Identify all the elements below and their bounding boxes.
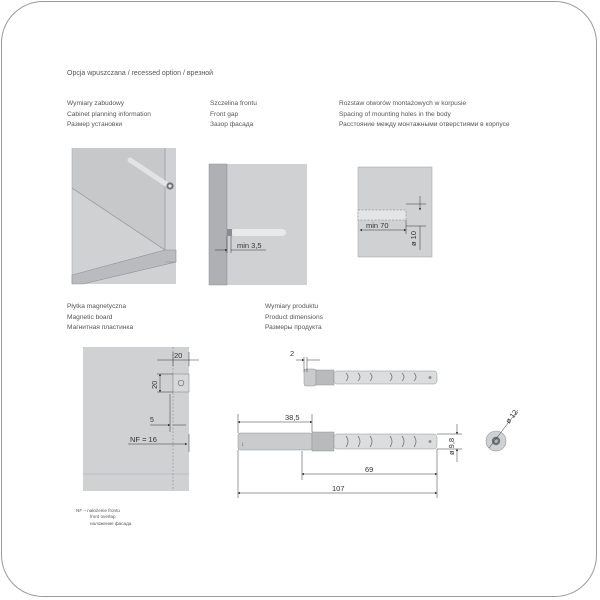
holes-drawing: [358, 167, 432, 257]
cabinet-caption-pl: Wymiary zabudowy: [67, 100, 125, 107]
cabinet-side: [227, 164, 307, 285]
product-dim-38-5: 38,5: [285, 413, 300, 422]
cabinet-caption-ru: Размер установки: [67, 121, 123, 128]
holes-length-dim: min 70: [366, 221, 389, 230]
nf-dim: NF = 16: [130, 435, 157, 444]
front-gap-dim: min 3,5: [237, 241, 262, 250]
svg-text:↕: ↕: [241, 442, 244, 448]
product-dim-69: 69: [365, 465, 374, 474]
cabinet-drawing: [72, 148, 176, 284]
front-gap-caption-pl: Szczelina frontu: [210, 100, 257, 107]
product-dim-107: 107: [332, 484, 345, 493]
legend-key: NF: [76, 508, 83, 513]
magnetic-left-dim: 20: [150, 380, 159, 389]
mounting-hole: [358, 210, 406, 220]
cabinet-caption-en: Cabinet planning information: [67, 110, 151, 118]
front-gap-caption-en: Front gap: [210, 110, 239, 118]
magnetic-top-dim: 20: [174, 351, 183, 360]
product-caption-pl: Wymiary produktu: [265, 303, 319, 310]
product-dim-d12: ø 12: [503, 407, 520, 426]
holes-diameter-dim: ø 10: [409, 230, 418, 246]
push-latch: [231, 229, 286, 236]
latch-body: [334, 434, 437, 449]
holes-caption-ru: Расстояние между монтажными отверстиями в корпусе: [339, 121, 510, 128]
product-caption-en: Product dimensions: [265, 313, 323, 321]
product-drawing: [238, 349, 520, 498]
product-caption-ru: Размеры продукта: [265, 324, 322, 331]
magnetic-caption-en: Magnetic board: [67, 313, 113, 321]
product-dim-2: 2: [290, 349, 295, 358]
holes-caption-en: Spacing of mounting holes in the body: [339, 110, 451, 118]
holes-caption-pl: Rozstaw otworów montażowych w korpusie: [339, 100, 467, 107]
magnetic-caption-ru: Магнитная пластинка: [67, 324, 134, 331]
legend-separator: –: [83, 508, 86, 513]
magnetic-plate: [173, 374, 189, 392]
front-panel: [209, 164, 227, 285]
legend-en: front overlap: [90, 514, 116, 520]
nf-legend: [76, 508, 131, 527]
front-gap-drawing: [209, 164, 307, 285]
legend-pl: nałożenie frontu: [87, 508, 120, 513]
page-title: Opcja wpuszczana / recessed option / врезной: [67, 70, 214, 77]
latch-plunger: [238, 433, 312, 450]
product-dim-d9-8: ø 9,8: [447, 437, 456, 455]
front-gap-caption-ru: Зазор фасада: [210, 121, 254, 128]
magnetic-drawing: [83, 347, 199, 491]
latch-body-top: [334, 371, 437, 384]
magnetic-caption-pl: Płytka magnetyczna: [67, 303, 127, 310]
legend-ru: наложение фасада: [90, 520, 132, 526]
magnetic-small-dim: 5: [150, 417, 154, 424]
